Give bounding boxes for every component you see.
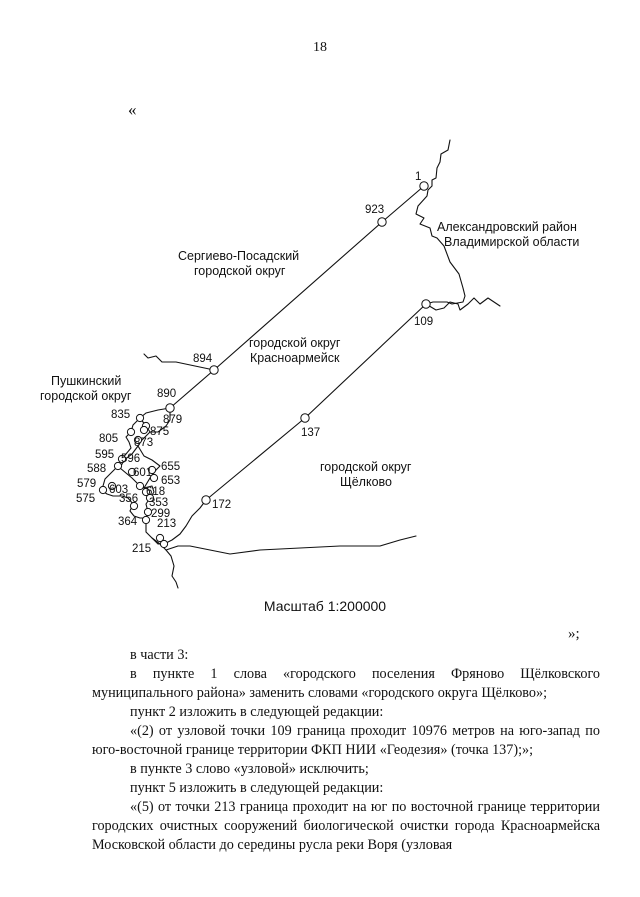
- opening-quote: «: [128, 100, 137, 119]
- point-label-601: 601: [133, 467, 153, 479]
- point-label-805: 805: [99, 433, 119, 445]
- point-label-618: 618: [146, 486, 166, 498]
- point-label-873: 873: [134, 437, 154, 449]
- point-label-653: 653: [161, 475, 181, 487]
- region-label-sergiev-posad-okrug: городской округ: [194, 264, 286, 278]
- page-number: 18: [313, 40, 327, 55]
- point-label-356: 356: [119, 493, 139, 505]
- point-label-299: 299: [151, 508, 171, 520]
- point-label-215: 215: [132, 543, 152, 555]
- river-east: [426, 298, 500, 310]
- region-label-krasnoarmeysk-okrug: городской округ: [249, 336, 341, 350]
- paragraph-item3: в пункте 3 слово «узловой» исключить;: [130, 761, 369, 777]
- point-label-923: 923: [365, 204, 385, 216]
- region-label-sergiev-posad: Сергиево-Посадский: [178, 249, 300, 263]
- point-label-579: 579: [77, 478, 97, 490]
- point-label-109: 109: [414, 316, 434, 328]
- paragraph-item5-intro: пункт 5 изложить в следующей редакции:: [130, 780, 384, 796]
- boundary-south-east: [166, 536, 416, 554]
- point-label-364: 364: [118, 516, 138, 528]
- point-label-879: 879: [163, 414, 183, 426]
- region-label-pushkinsky: Пушкинский: [51, 374, 122, 388]
- paragraph-item1: в пункте 1 слова «городского поселения Фряново Щёлковского муниципального района» заменить словами «городского округа Щёлково»;: [92, 666, 600, 701]
- boundary-line-northwest: [170, 186, 424, 408]
- point-label-603: 603: [109, 484, 129, 496]
- point-label-353: 353: [149, 497, 169, 509]
- point-label-835: 835: [111, 409, 131, 421]
- point-label-875: 875: [150, 426, 170, 438]
- region-label-shchelkovo-okrug: городской округ: [320, 460, 412, 474]
- region-label-vladimirskaya: Владимирской области: [444, 235, 580, 249]
- point-label-596: 596: [121, 453, 141, 465]
- map-scale: Масштаб 1:200000: [263, 598, 387, 614]
- point-label-172: 172: [212, 499, 232, 511]
- paragraph-item5-text: «(5) от точки 213 граница проходит на юг по восточной границе территории городских очистных сооружений биологической очистки города Красноармейска Московской области до середины русла реки Воря (узловая: [92, 799, 600, 853]
- point-label-890: 890: [157, 388, 177, 400]
- paragraph-item2-text: «(2) от узловой точки 109 граница проходит 10976 метров на юго-запад по юго-восточной границе территории ФКП НИИ «Геодезия» (точка 137);»;: [92, 723, 600, 758]
- point-label-595: 595: [95, 449, 115, 461]
- point-label-588: 588: [87, 463, 107, 475]
- paragraph-item2-intro: пункт 2 изложить в следующей редакции:: [130, 704, 384, 720]
- document-body: [92, 646, 600, 855]
- region-label-shchelkovo: Щёлково: [340, 475, 392, 489]
- region-label-pushkinsky-okrug: городской округ: [40, 389, 132, 403]
- point-label-655: 655: [161, 461, 181, 473]
- closing-quote: »;: [568, 626, 580, 642]
- point-label-137: 137: [301, 427, 321, 439]
- region-label-krasnoarmeysk: Красноармейск: [250, 351, 340, 365]
- point-label-1: 1: [415, 171, 422, 183]
- point-label-894: 894: [193, 353, 213, 365]
- region-label-aleksandrovsky: Александровский район: [437, 220, 577, 234]
- paragraph-part3: в части 3:: [130, 647, 189, 663]
- point-label-575: 575: [76, 493, 96, 505]
- point-label-213: 213: [157, 518, 177, 530]
